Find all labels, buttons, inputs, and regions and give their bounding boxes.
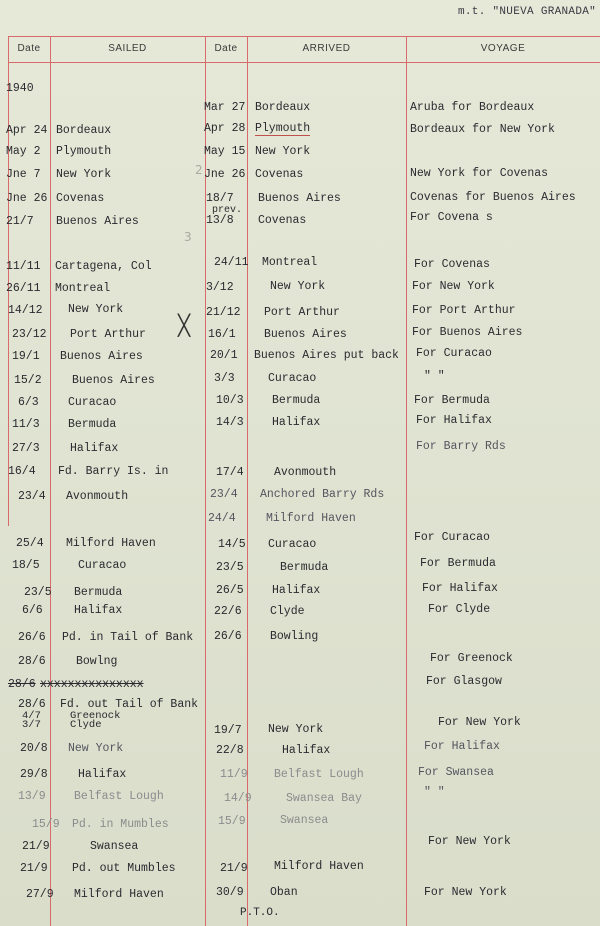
sailed-date: 21/7	[6, 215, 34, 228]
header-arrived-date: Date	[214, 43, 238, 54]
voyage-note: For Bermuda	[414, 394, 490, 407]
arrived-date: 20/1	[210, 349, 238, 362]
arrived-date-note: prev.	[212, 205, 243, 216]
arrived-date: 21/12	[206, 306, 241, 319]
sailed-date: Apr 24	[6, 124, 48, 137]
voyage-note: For Barry Rds	[416, 440, 506, 453]
sailed-date: 11/3	[12, 418, 40, 431]
arrived-place: Montreal	[262, 256, 318, 269]
sailed-place: Halifax	[74, 604, 123, 617]
sailed-place: Bermuda	[74, 586, 123, 599]
arrived-place: Buenos Aires	[264, 328, 347, 341]
sailed-date: Jne 7	[6, 168, 41, 181]
sailed-place: Buenos Aires	[56, 215, 139, 228]
arrived-date: 16/1	[208, 328, 236, 341]
arrived-date: 21/9	[220, 862, 248, 875]
arrived-date: 13/8	[206, 214, 234, 227]
arrived-place: Milford Haven	[266, 512, 356, 525]
sailed-date-rule	[50, 36, 51, 926]
sailed-place: Pd. out Mumbles	[72, 862, 176, 875]
voyage-note: For Clyde	[428, 603, 491, 616]
arrived-place: Port Arthur	[264, 306, 340, 319]
arrived-place: Milford Haven	[274, 860, 364, 873]
voyage-note: For New York	[428, 835, 511, 848]
sailed-date: 27/3	[12, 442, 40, 455]
arrived-date: 24/11	[214, 256, 249, 269]
voyage-note: For New York	[412, 280, 495, 293]
sailed-date: 3/7	[22, 719, 41, 731]
sailed-date: 4/7	[22, 710, 41, 722]
sailed-place: Fd. out Tail of Bank	[60, 698, 199, 711]
sailed-date: 20/8	[20, 742, 48, 755]
sailed-date: 27/9	[26, 888, 54, 901]
sailed-place: Pd. in Mumbles	[72, 818, 169, 831]
voyage-note: Bordeaux for New York	[410, 123, 555, 136]
sailed-place: Bermuda	[68, 418, 117, 431]
sailed-place-struck: xxxxxxxxxxxxxxx	[40, 678, 144, 691]
sailed-date: 14/12	[8, 304, 43, 317]
sailed-date: 15/2	[14, 374, 42, 387]
sailed-place: Belfast Lough	[74, 790, 164, 803]
pencil-mark: 3	[184, 230, 192, 244]
arrived-date: Mar 27	[204, 101, 246, 114]
arrived-date: 24/4	[208, 512, 236, 525]
sailed-date: Jne 26	[6, 192, 48, 205]
arrived-date: 15/9	[218, 815, 246, 828]
arrived-place: Avonmouth	[274, 466, 337, 479]
sailed-date: May 2	[6, 145, 41, 158]
please-turn-over: P.T.O.	[240, 907, 280, 919]
arrived-place: Buenos Aires put back	[254, 349, 399, 362]
voyage-note: For Glasgow	[426, 675, 502, 688]
voyage-note: Aruba for Bordeaux	[410, 101, 535, 114]
arrived-place: Plymouth	[255, 122, 311, 135]
sailed-date: 28/6	[18, 698, 46, 711]
voyage-note: For Swansea	[418, 766, 494, 779]
arrived-place: Curacao	[268, 538, 317, 551]
sailed-date: 13/9	[18, 790, 46, 803]
arrived-date: 23/4	[210, 488, 238, 501]
arrived-place: Anchored Barry Rds	[260, 488, 385, 501]
sailed-date: 25/4	[16, 537, 44, 550]
voyage-note: For Curacao	[414, 531, 490, 544]
sailed-date: 16/4	[8, 465, 36, 478]
sailed-place: Fd. Barry Is. in	[58, 465, 169, 478]
arrived-date: 17/4	[216, 466, 244, 479]
sailed-place: Milford Haven	[66, 537, 156, 550]
arrived-date: 30/9	[216, 886, 244, 899]
cross-mark: ╳	[178, 313, 191, 337]
sailed-place: Cartagena, Col	[55, 260, 152, 273]
arrived-place: Belfast Lough	[274, 768, 364, 781]
sailed-place: Greenock	[70, 710, 121, 722]
voyage-note: For Port Arthur	[412, 304, 516, 317]
arrived-place: Halifax	[282, 744, 331, 757]
arrived-place: Swansea Bay	[286, 792, 362, 805]
voyage-note: For Halifax	[422, 582, 498, 595]
voyage-note: For Buenos Aires	[412, 326, 523, 339]
arrived-place: Covenas	[255, 168, 304, 181]
arrived-date: 10/3	[216, 394, 244, 407]
voyage-note: Covenas for Buenos Aires	[410, 191, 576, 204]
voyage-note: For New York	[438, 716, 521, 729]
arrived-date: 14/3	[216, 416, 244, 429]
voyage-note: New York for Covenas	[410, 167, 549, 180]
arrived-place: Bermuda	[272, 394, 321, 407]
arrived-place: Halifax	[272, 584, 321, 597]
arrived-date: 26/5	[216, 584, 244, 597]
arrived-place: Bordeaux	[255, 101, 311, 114]
sailed-place: Montreal	[55, 282, 111, 295]
voyage-note: For New York	[424, 886, 507, 899]
voyage-note: For Halifax	[424, 740, 500, 753]
header-sailed-date: Date	[17, 43, 41, 54]
sailed-date: 21/9	[22, 840, 50, 853]
voyage-note: " "	[424, 786, 445, 799]
year-label: 1940	[6, 82, 34, 95]
arrived-date: 11/9	[220, 768, 248, 781]
arrived-place: New York	[270, 280, 326, 293]
sailed-place: Port Arthur	[70, 328, 146, 341]
header-bottom-rule	[8, 62, 600, 63]
sailed-place: Covenas	[56, 192, 105, 205]
sailed-date: 15/9	[32, 818, 60, 831]
arrived-place: Curacao	[268, 372, 317, 385]
sailed-place: Halifax	[78, 768, 127, 781]
sailed-place: Halifax	[70, 442, 119, 455]
sailed-date: 26/6	[18, 631, 46, 644]
arrived-date: 3/12	[206, 281, 234, 294]
sailed-date: 6/3	[18, 396, 39, 409]
arrived-date: 14/5	[218, 538, 246, 551]
sailed-place: New York	[68, 742, 124, 755]
header-arrived: ARRIVED	[302, 43, 351, 54]
sailed-place: Swansea	[90, 840, 139, 853]
sailed-date: 23/5	[24, 586, 52, 599]
sailed-place: Bowlng	[76, 655, 118, 668]
arrived-date: 22/6	[214, 605, 242, 618]
arrived-date: 23/5	[216, 561, 244, 574]
sailed-date: 23/12	[12, 328, 47, 341]
sailed-place: Buenos Aires	[60, 350, 143, 363]
sailed-place: Pd. in Tail of Bank	[62, 631, 194, 644]
arrived-place: Swansea	[280, 814, 329, 827]
arrived-date: 26/6	[214, 630, 242, 643]
voyage-note: For Covena s	[410, 211, 493, 224]
sailed-date: 29/8	[20, 768, 48, 781]
header-top-rule	[8, 36, 600, 37]
sailed-date: 23/4	[18, 490, 46, 503]
sailed-place: Bordeaux	[56, 124, 112, 137]
sailed-place: Clyde	[70, 719, 102, 731]
sailed-place: Milford Haven	[74, 888, 164, 901]
arrived-date: 22/8	[216, 744, 244, 757]
sailed-date: 19/1	[12, 350, 40, 363]
sailed-date: 28/6	[18, 655, 46, 668]
arrived-date: May 15	[204, 145, 246, 158]
arrived-place: Bermuda	[280, 561, 329, 574]
arrived-place: New York	[268, 723, 324, 736]
arrived-place: Bowling	[270, 630, 319, 643]
arrived-place-rule	[406, 36, 407, 926]
sailed-place: New York	[56, 168, 112, 181]
sailed-place: Plymouth	[56, 145, 112, 158]
left-margin-rule	[8, 36, 9, 526]
arrived-place: Halifax	[272, 416, 321, 429]
sailed-date: 11/11	[6, 260, 41, 273]
arrived-place: Oban	[270, 886, 298, 899]
arrived-date: 14/9	[224, 792, 252, 805]
pencil-mark: 2	[195, 163, 203, 177]
header-sailed: SAILED	[108, 43, 147, 54]
arrived-date: 3/3	[214, 372, 235, 385]
arrived-date: Apr 28	[204, 122, 246, 135]
arrived-place: Clyde	[270, 605, 305, 618]
voyage-note: For Halifax	[416, 414, 492, 427]
voyage-note: For Curacao	[416, 347, 492, 360]
sailed-date: 21/9	[20, 862, 48, 875]
sailed-date: 26/11	[6, 282, 41, 295]
sailed-place: Buenos Aires	[72, 374, 155, 387]
sailed-place: New York	[68, 303, 124, 316]
sailed-place: Curacao	[78, 559, 127, 572]
sailed-date-struck: 28/6	[8, 678, 36, 691]
arrived-date: Jne 26	[204, 168, 246, 181]
sailed-place: Avonmouth	[66, 490, 129, 503]
voyage-note: For Greenock	[430, 652, 513, 665]
voyage-note: For Covenas	[414, 258, 490, 271]
arrived-date: 18/7	[206, 192, 234, 205]
sailed-date: 6/6	[22, 604, 43, 617]
voyage-note: " "	[424, 370, 445, 383]
header-voyage: VOYAGE	[480, 43, 526, 54]
vessel-name: m.t. "NUEVA GRANADA"	[458, 6, 597, 18]
sailed-date: 18/5	[12, 559, 40, 572]
sailed-place: Curacao	[68, 396, 117, 409]
voyage-note: For Bermuda	[420, 557, 496, 570]
arrived-place: Buenos Aires	[258, 192, 341, 205]
arrived-place: New York	[255, 145, 311, 158]
arrived-place: Covenas	[258, 214, 307, 227]
arrived-date: 19/7	[214, 724, 242, 737]
